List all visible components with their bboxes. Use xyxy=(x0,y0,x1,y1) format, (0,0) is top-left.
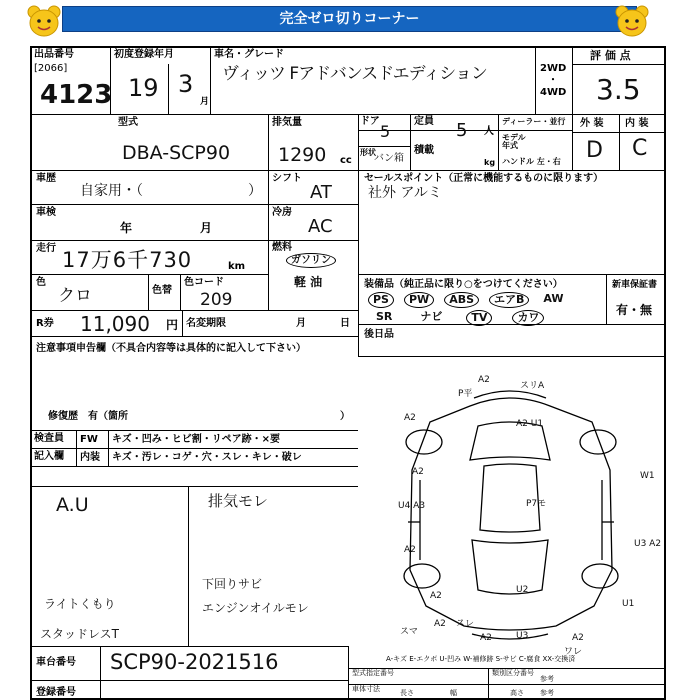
damage-mark: A2 xyxy=(430,591,442,601)
lot-number: 4123 xyxy=(40,80,113,110)
chassis-label: 車台番号 xyxy=(36,657,76,668)
legend-cell: 参考 xyxy=(540,689,554,697)
lot-label: 出品番号 xyxy=(34,49,74,60)
rear-seat-label: 後日品 xyxy=(364,329,394,340)
mileage-unit: km xyxy=(228,261,246,272)
first-reg-label: 初度登録年月 xyxy=(114,49,174,60)
name-change-month: 月 xyxy=(296,318,306,329)
equipment-item: SR xyxy=(376,310,393,323)
damage-mark: A2 xyxy=(404,413,416,423)
model-year-label: モデル年式 xyxy=(502,133,526,150)
legend-cell: 類別区分番号 xyxy=(492,669,534,677)
inspector-row-2: キズ・汚レ・コゲ・穴・スレ・キレ・破レ xyxy=(112,452,302,463)
lot-sub: [2066] xyxy=(34,63,68,74)
damage-mark: U3 A2 xyxy=(634,539,662,549)
equipment-item: カワ xyxy=(512,310,544,326)
grade-value: 3.5 xyxy=(596,73,641,106)
equipment-item: PW xyxy=(404,292,434,308)
inspector-label: 検査員 xyxy=(34,433,64,444)
fuel-label: 燃料 xyxy=(272,242,292,253)
chassis-value: SCP90-2021516 xyxy=(110,650,279,674)
drive-dot: ・ xyxy=(548,75,558,86)
recycle-unit: 円 xyxy=(166,318,179,332)
fuel-light-oil: 軽 油 xyxy=(294,275,323,289)
damage-mark: U1 xyxy=(622,599,635,609)
remark-left-1: A.U xyxy=(56,494,89,516)
wheel-rear-left xyxy=(404,564,440,588)
damage-mark: A2 U1 xyxy=(516,419,544,429)
damage-mark: U2 xyxy=(516,585,529,595)
damage-mark: ワレ xyxy=(564,647,583,656)
roof xyxy=(480,464,540,532)
shift-label: シフト xyxy=(272,173,302,184)
shape-value: バン箱 xyxy=(374,153,404,164)
displacement-label: 排気量 xyxy=(272,117,302,128)
damage-mark: W1 xyxy=(640,471,655,481)
wheel-front-left xyxy=(406,430,442,454)
legend-cell: 車体寸法 xyxy=(352,685,380,693)
warranty-value: 有・無 xyxy=(616,303,653,317)
damage-mark: U3 xyxy=(516,631,529,641)
damage-mark: スレ xyxy=(456,619,475,629)
remark-right-3: エンジンオイルモレ xyxy=(202,601,309,615)
shift-value: AT xyxy=(310,182,332,203)
inspector-label-2: 記入欄 xyxy=(34,451,64,462)
inspector-fw: FW xyxy=(80,434,98,445)
inspection-label: 車検 xyxy=(36,207,56,218)
damage-mark: P平 xyxy=(458,389,473,399)
legend-text: A-キズ E-エクボ U-凹み W-補修跡 S-サビ C-腐食 XX-交換済 xyxy=(386,655,576,663)
fuel-gasoline: ガソリン xyxy=(286,253,336,268)
damage-mark: A2 xyxy=(572,633,584,643)
handle-label: ハンドル 左・右 xyxy=(502,157,561,166)
recycle-label: R券 xyxy=(36,318,54,329)
bear-mascot-left-icon xyxy=(24,4,64,38)
equipment-item: TV xyxy=(466,310,492,326)
damage-mark: U4 A3 xyxy=(398,501,426,511)
history-label: 車歴 xyxy=(36,173,56,184)
equipment-item: AW xyxy=(543,292,564,305)
mileage-label: 走行 xyxy=(36,243,56,254)
remark-left-2: ライトくもり xyxy=(44,597,116,611)
car-name-value: ヴィッツ Fアドバンスドエディション xyxy=(222,64,487,84)
int-label: 内 装 xyxy=(625,118,649,129)
car-damage-diagram xyxy=(360,370,666,656)
remark-right-2: 下回りサビ xyxy=(202,577,263,591)
repair-history-close: ） xyxy=(340,411,350,422)
dealer-label: ディーラー・並行 xyxy=(502,117,566,126)
equipment-item: PS xyxy=(368,292,394,308)
doors-label: ドア xyxy=(360,116,380,127)
bear-mascot-right-icon xyxy=(612,4,652,38)
sales-points-value: 社外 アルミ xyxy=(368,185,442,201)
capacity-value: 5 xyxy=(456,120,468,141)
first-reg-year: 19 xyxy=(128,74,159,102)
inspection-month: 月 xyxy=(200,221,213,235)
mileage-value: 17万6千730 xyxy=(62,248,193,272)
history-value: 自家用・（ xyxy=(80,183,143,199)
doors-value: 5 xyxy=(380,122,391,141)
equipment-item: ABS xyxy=(444,292,479,308)
cooler-label: 冷房 xyxy=(272,207,292,218)
capacity-unit: 人 xyxy=(484,126,494,137)
equipment-row-1 xyxy=(368,292,568,308)
model-value: DBA-SCP90 xyxy=(122,142,231,164)
ext-grade: D xyxy=(586,138,603,163)
int-grade: C xyxy=(632,136,648,161)
inspector-inside: 内装 xyxy=(80,452,100,463)
color-code: 209 xyxy=(200,290,233,310)
legend-cell: 型式指定番号 xyxy=(352,669,394,677)
color-change-label: 色替 xyxy=(152,285,172,296)
damage-mark: A2 xyxy=(412,467,424,477)
equipment-label: 装備品（純正品に限り○をつけてください） xyxy=(364,279,563,290)
name-change-label: 名変期限 xyxy=(186,318,226,329)
shape-label: 形状 xyxy=(360,148,376,157)
remark-right-1: 排気モレ xyxy=(208,492,269,510)
equipment-item: エアB xyxy=(489,292,529,308)
rear-window xyxy=(472,540,548,594)
notes-label: 注意事項申告欄（不具合内容等は具体的に記入して下さい） xyxy=(36,343,306,354)
reg-number-label: 登録番号 xyxy=(36,687,76,698)
legend-cell: 幅 xyxy=(450,689,457,697)
displacement-value: 1290 xyxy=(278,144,327,166)
damage-mark: スリA xyxy=(520,381,545,391)
legend-cell: 長さ xyxy=(400,689,414,697)
first-reg-month: 3 xyxy=(178,70,194,98)
warranty-label: 新車保証書 xyxy=(612,280,658,290)
inspection-year: 年 xyxy=(120,221,133,235)
displacement-unit: cc xyxy=(340,155,352,166)
damage-mark: A2 xyxy=(404,545,416,555)
inspector-row-1: キズ・凹み・ヒビ割・リペア跡・×要 xyxy=(112,434,280,445)
load-label: 積載 xyxy=(414,145,434,156)
wheel-front-right xyxy=(580,430,616,454)
equipment-row-2 xyxy=(372,310,544,326)
header-bar xyxy=(62,6,637,32)
header-title: 完全ゼロ切りコーナー xyxy=(279,11,420,27)
front-bumper xyxy=(474,391,546,398)
capacity-label: 定員 xyxy=(414,116,434,127)
load-unit: kg xyxy=(484,158,496,167)
color-value: クロ xyxy=(58,286,92,306)
cooler-value: AC xyxy=(308,216,333,237)
damage-mark: A2 xyxy=(478,375,490,385)
recycle-value: 11,090 xyxy=(80,312,150,336)
legend-cell: 参考 xyxy=(540,675,554,683)
sales-points-label: セールスポイント（正常に機能するものに限ります） xyxy=(364,173,604,184)
grade-label: 評 価 点 xyxy=(590,49,631,62)
repair-history: 修復歴 有（箇所 xyxy=(48,411,128,422)
color-label: 色 xyxy=(36,277,46,288)
model-label: 型式 xyxy=(118,117,138,128)
drive-2wd: 2WD xyxy=(540,63,567,74)
ext-label: 外 装 xyxy=(580,118,604,129)
damage-mark: A2 xyxy=(480,633,492,643)
remark-left-3: スタッドレスT xyxy=(40,627,119,641)
car-name-label: 車名・グレード xyxy=(214,49,284,60)
color-code-label: 色コード xyxy=(184,277,224,288)
name-change-day: 日 xyxy=(340,318,350,329)
first-reg-month-unit: 月 xyxy=(200,97,210,107)
damage-mark: スマ xyxy=(400,627,418,637)
damage-mark: P7モ xyxy=(526,499,547,509)
drive-4wd: 4WD xyxy=(540,87,567,98)
legend-cell: 高さ xyxy=(510,689,524,697)
wheel-rear-right xyxy=(582,564,618,588)
history-close: ） xyxy=(248,183,262,199)
equipment-item: ナビ xyxy=(420,310,443,323)
damage-mark: A2 xyxy=(434,619,446,629)
